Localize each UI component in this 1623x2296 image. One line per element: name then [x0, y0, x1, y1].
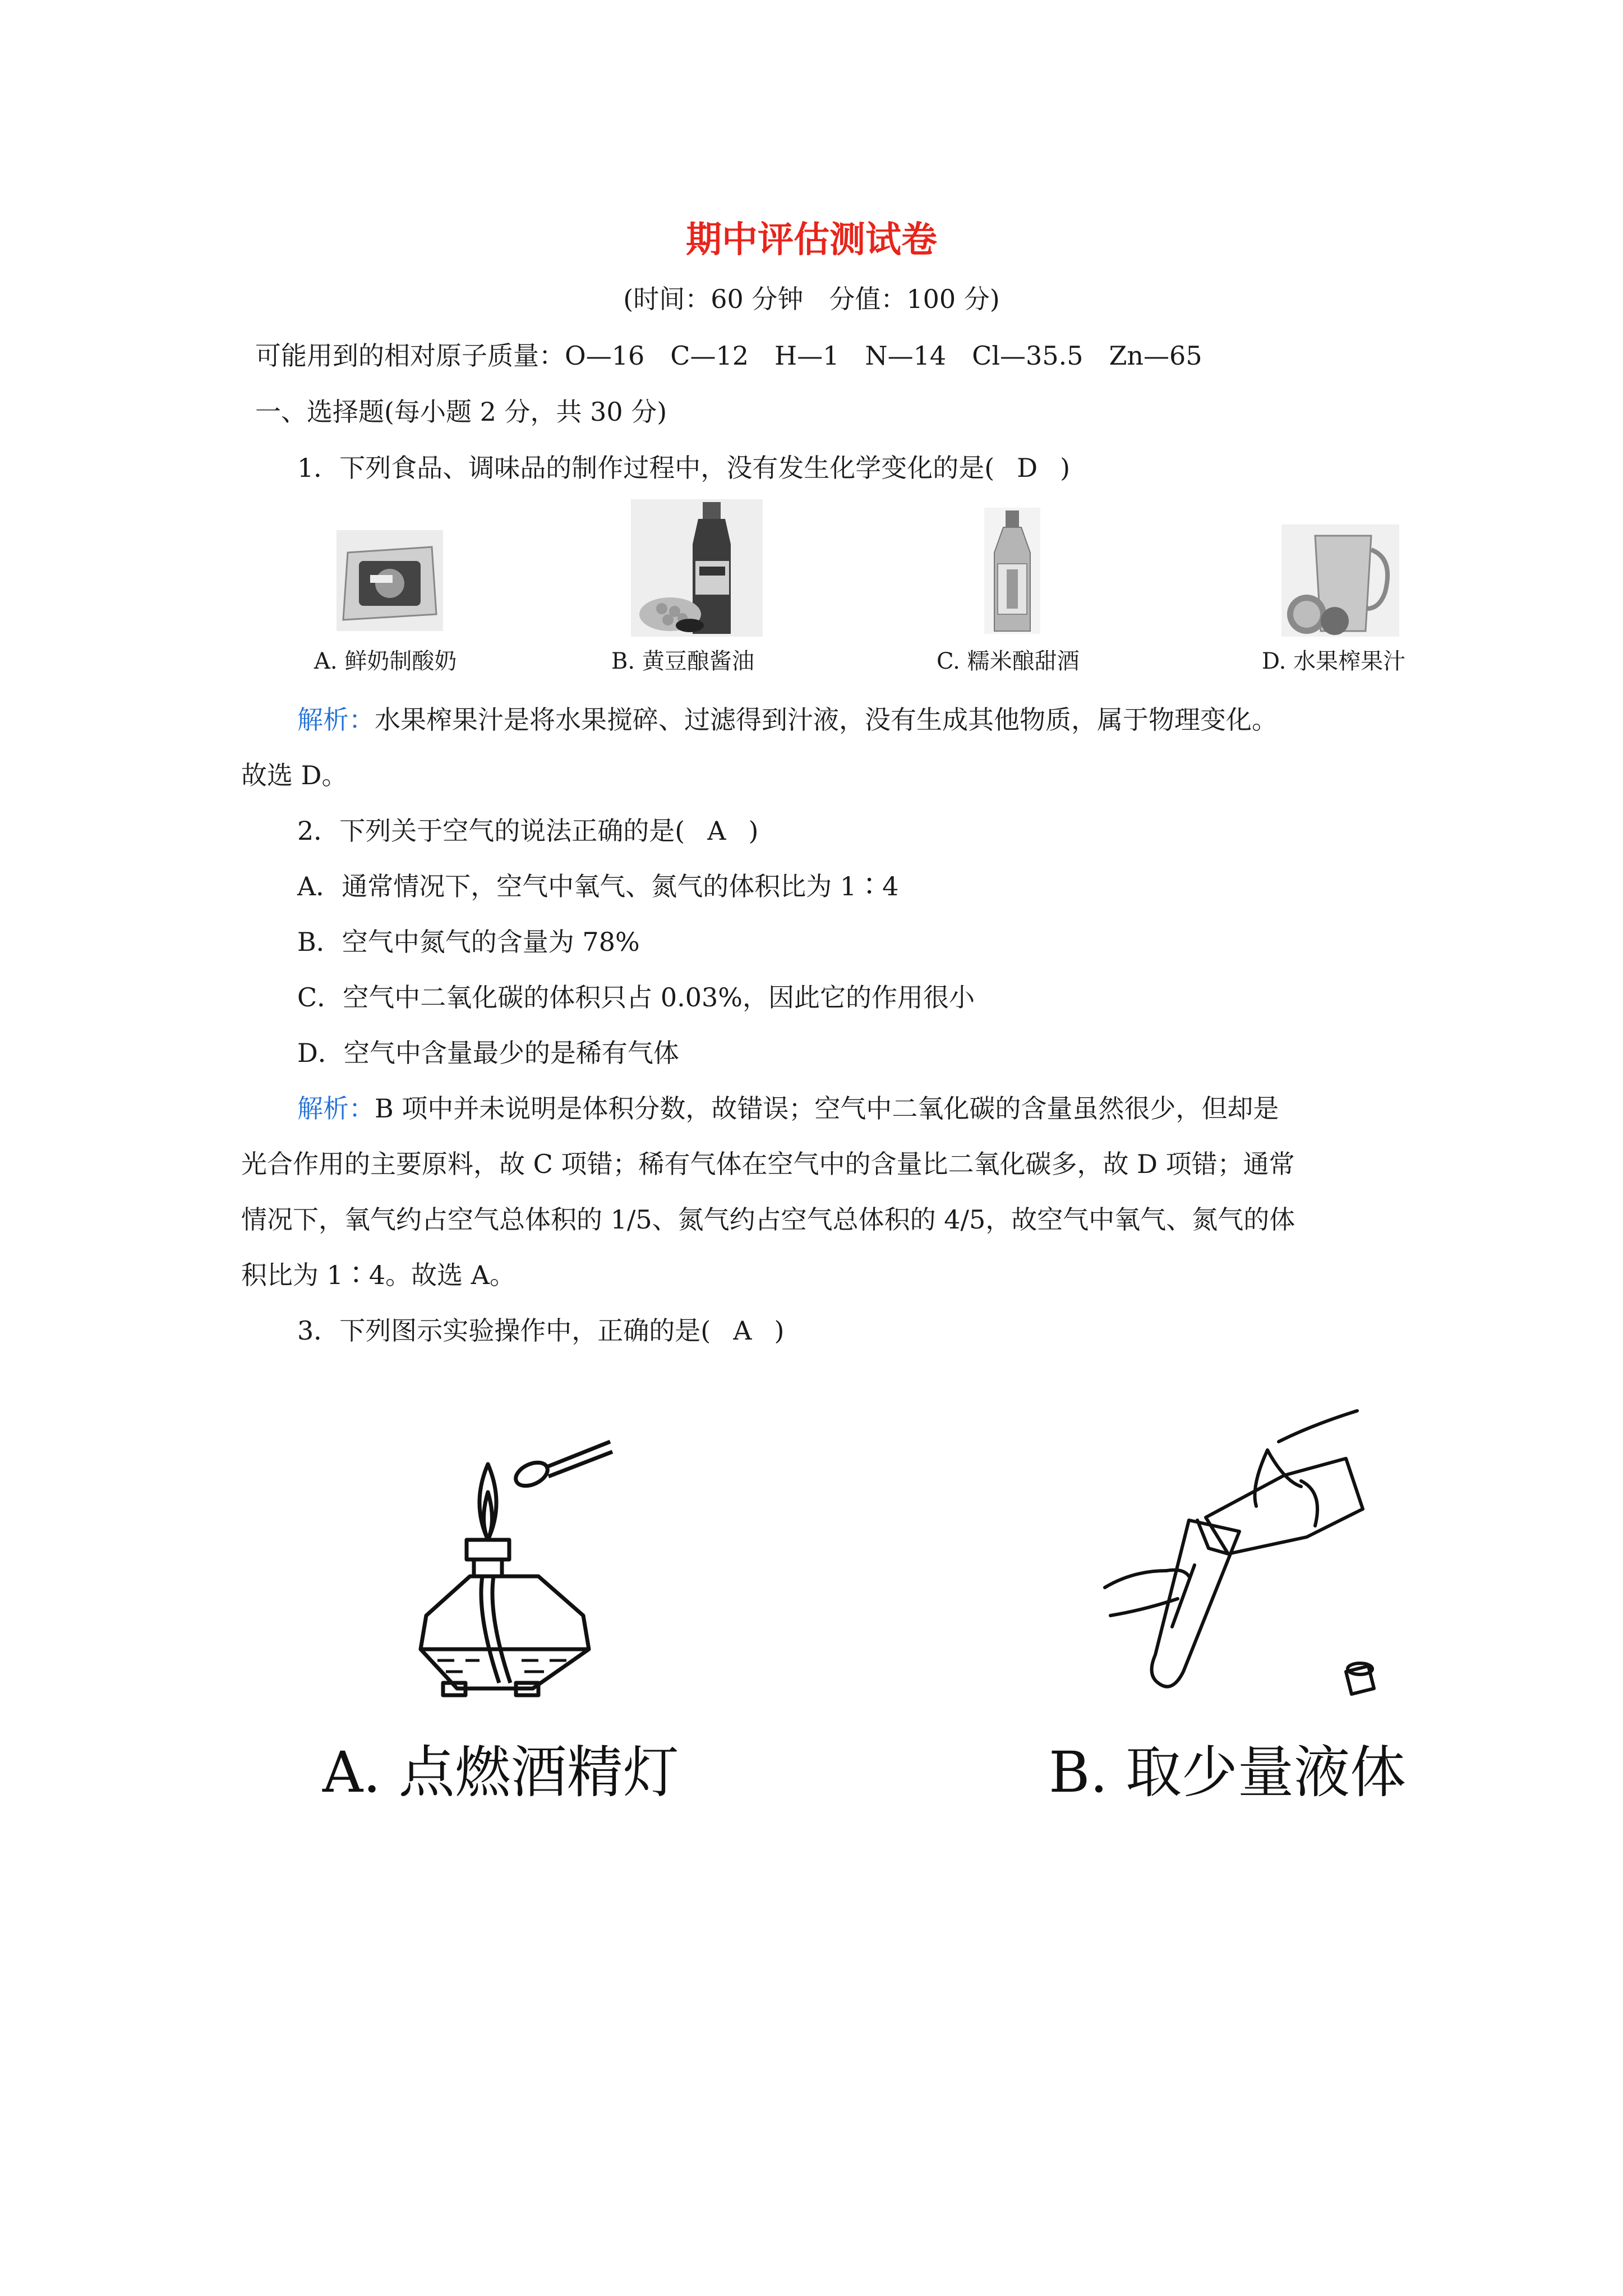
q2-option-b: B．空气中氮气的含量为 78% [297, 927, 640, 957]
q3-option-b: B. 取少量液体 [1049, 1740, 1407, 1805]
q1-analysis-text: 水果榨果汁是将水果搅碎、过滤得到汁液，没有生成其他物质，属于物理变化。 [375, 705, 1278, 735]
q1-option-d: D. 水果榨果汁 [1262, 648, 1406, 674]
pouring-liquid-icon [1099, 1408, 1413, 1722]
question-3-stem [297, 1315, 784, 1346]
q3-option-a: A. 点燃酒精灯 [322, 1740, 679, 1805]
q1-analysis-label: 解析： [297, 705, 375, 735]
q2-option-c: C．空气中二氧化碳的体积只占 0.03%，因此它的作用很小 [297, 982, 975, 1013]
soy-sauce-bottle-icon [631, 499, 763, 637]
q1-analysis-line2: 故选 D。 [241, 760, 348, 790]
question-3-answer: A [733, 1315, 752, 1346]
question-1-text: 1．下列食品、调味品的制作过程中，没有发生化学变化的是( [297, 453, 995, 483]
q2-analysis-label: 解析： [297, 1093, 375, 1124]
question-1-close: ) [1060, 453, 1071, 483]
question-3-close: ) [774, 1315, 785, 1346]
q2-option-a: A．通常情况下，空气中氧气、氮气的体积比为 1∶4 [297, 871, 899, 901]
question-2-close: ) [748, 816, 759, 846]
question-1-stem [297, 452, 1070, 484]
q2-analysis-line4: 积比为 1∶4。故选 A。 [241, 1260, 515, 1290]
q2-analysis-line2: 光合作用的主要原料，故 C 项错；稀有气体在空气中的含量比二氧化碳多，故 D 项错；通常 [241, 1149, 1295, 1179]
alcohol-lamp-icon [404, 1436, 639, 1717]
question-3-text: 3．下列图示实验操作中，正确的是( [297, 1315, 711, 1346]
page-title: 期中评估测试卷 [686, 219, 937, 261]
juice-pitcher-icon [1281, 524, 1399, 637]
atomic-masses: 可能用到的相对原子质量：O—16 C—12 H—1 N—14 Cl—35.5 Zn—65 [255, 341, 1202, 371]
yogurt-package-icon [336, 530, 443, 631]
q1-option-a: A. 鲜奶制酸奶 [314, 648, 457, 674]
q1-option-c: C. 糯米酿甜酒 [937, 648, 1080, 674]
q2-option-d: D．空气中含量最少的是稀有气体 [297, 1038, 679, 1068]
question-2-stem [297, 815, 758, 846]
question-1-answer: D [1017, 453, 1038, 483]
q2-analysis [297, 1093, 1279, 1124]
q1-option-b: B. 黄豆酿酱油 [611, 648, 754, 674]
question-2-text: 2．下列关于空气的说法正确的是( [297, 816, 685, 846]
rice-wine-bottle-icon [984, 508, 1040, 634]
q1-analysis [297, 704, 1278, 735]
section-heading: 一、选择题(每小题 2 分，共 30 分) [255, 397, 667, 427]
exam-info: (时间：60 分钟 分值：100 分) [623, 284, 1000, 314]
q2-analysis-line3: 情况下，氧气约占空气总体积的 1/5、氮气约占空气总体积的 4/5，故空气中氧气、氮气的体 [241, 1204, 1295, 1235]
q2-analysis-text: B 项中并未说明是体积分数，故错误；空气中二氧化碳的含量虽然很少，但却是 [375, 1093, 1279, 1124]
question-2-answer: A [707, 816, 726, 846]
